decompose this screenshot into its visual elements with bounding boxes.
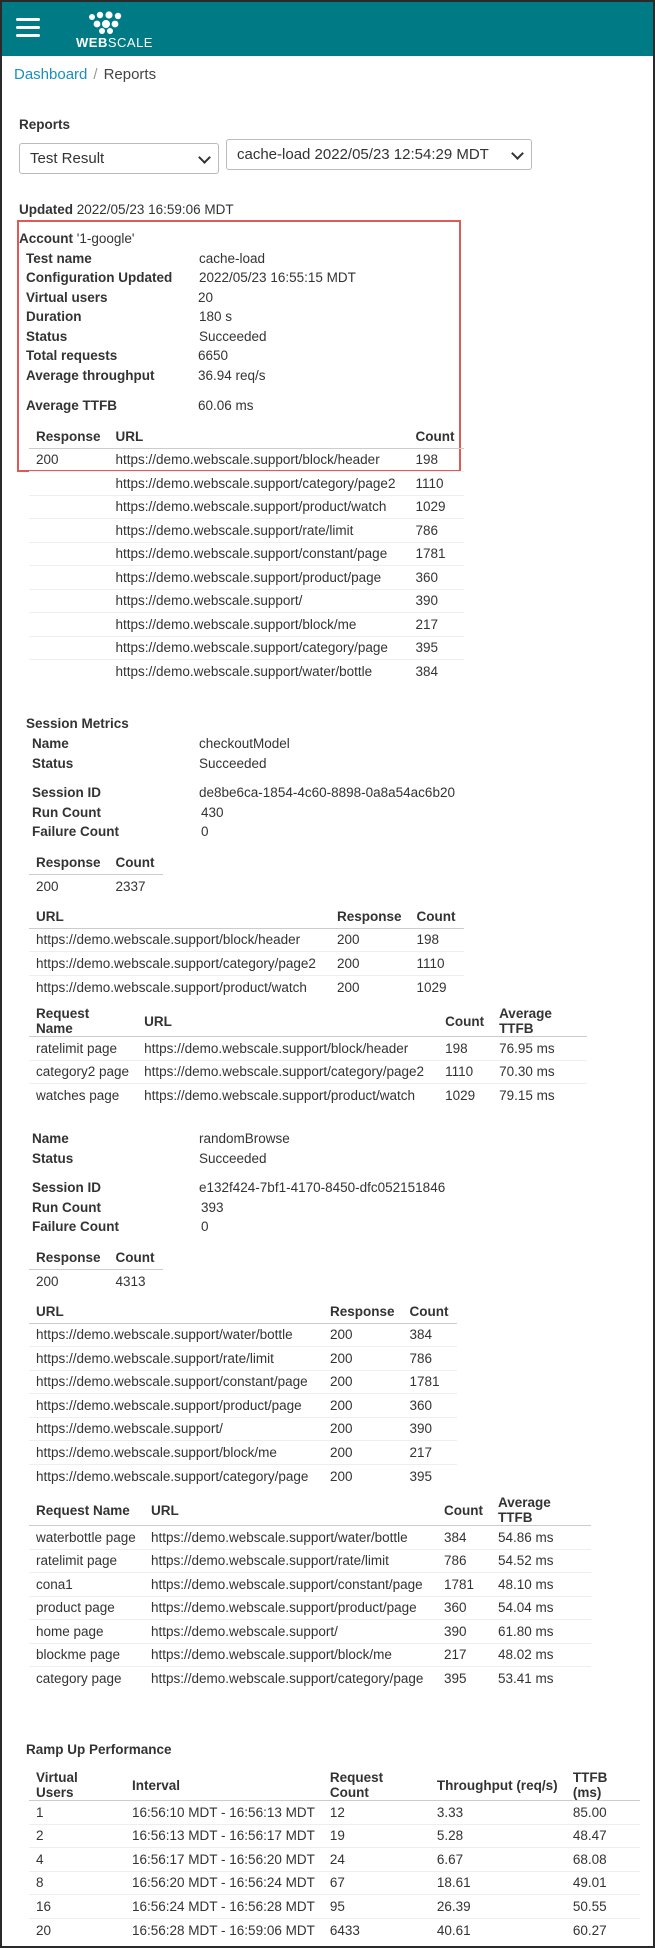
cell-response	[29, 660, 109, 684]
cell-response	[29, 589, 109, 613]
top-bar	[2, 2, 653, 56]
table-cell: 40.61	[430, 1918, 566, 1942]
session-id-label: Session ID	[32, 785, 102, 800]
session-id-label: Session ID	[32, 1180, 102, 1195]
table-cell: 26.39	[430, 1895, 566, 1919]
table-cell: 4	[29, 1848, 125, 1872]
table-row	[29, 613, 464, 637]
avg-ttfb-value: 60.06 ms	[198, 398, 254, 413]
table-cell: 200	[323, 1441, 403, 1465]
table-cell: 200	[330, 952, 410, 976]
table-cell: 1	[29, 1801, 125, 1825]
updated-value: 2022/05/23 16:59:06 MDT	[76, 202, 234, 217]
cell-response	[29, 542, 109, 566]
cell-count: 360	[409, 566, 464, 590]
table-cell: https://demo.webscale.support/	[29, 1417, 323, 1441]
session-name-value: checkoutModel	[199, 736, 290, 751]
table-row	[29, 928, 464, 952]
test-run-value: cache-load 2022/05/23 12:54:29 MDT	[237, 146, 489, 163]
table-cell: https://demo.webscale.support/block/me	[144, 1643, 437, 1667]
table-cell: 54.52 ms	[491, 1549, 591, 1573]
table-cell: category2 page	[29, 1060, 137, 1084]
cell-url: https://demo.webscale.support/category/page	[109, 636, 409, 660]
session-metrics-heading: Session Metrics	[26, 716, 129, 731]
col-count: Count	[403, 1301, 457, 1323]
col-url: URL	[29, 906, 330, 928]
cell-count: 1110	[409, 472, 464, 496]
table-row	[29, 1895, 640, 1919]
table-cell: 6433	[323, 1918, 430, 1942]
menu-icon[interactable]	[16, 18, 40, 38]
table-row	[29, 1347, 457, 1371]
failure-count-value: 0	[201, 1219, 209, 1234]
session-checkout-request-table	[29, 1006, 587, 1107]
cell-url: https://demo.webscale.support/block/me	[109, 613, 409, 637]
col-response: Response	[323, 1301, 403, 1323]
table-cell: 2	[29, 1824, 125, 1848]
table-cell: 19	[323, 1824, 430, 1848]
session-name-label: Name	[32, 736, 69, 751]
cell-response	[29, 613, 109, 637]
table-row	[29, 1801, 640, 1825]
virtual-users-value: 20	[198, 290, 214, 305]
run-count-value: 430	[201, 805, 224, 820]
session-status-label: Status	[32, 756, 74, 771]
summary-table	[29, 426, 464, 683]
table-cell: https://demo.webscale.support/rate/limit	[29, 1347, 323, 1371]
cell-response	[29, 472, 109, 496]
col-average-ttfb: Average TTFB	[491, 1495, 591, 1526]
col-interval: Interval	[125, 1770, 323, 1801]
avg-ttfb-label: Average TTFB	[26, 398, 118, 413]
table-cell: 76.95 ms	[492, 1037, 587, 1061]
table-cell: category page	[29, 1667, 144, 1691]
col-request-name: Request Name	[29, 1495, 144, 1526]
status-label: Status	[26, 329, 68, 344]
cell-count: 786	[409, 519, 464, 543]
session-name-value: randomBrowse	[199, 1131, 290, 1146]
col-count: Count	[109, 852, 163, 874]
col-count: Count	[409, 426, 464, 448]
table-cell: 6.67	[430, 1848, 566, 1872]
session-browse-request-table	[29, 1495, 591, 1690]
failure-count-value: 0	[201, 824, 209, 839]
cell-count: 384	[409, 660, 464, 684]
col-url: URL	[137, 1006, 438, 1037]
table-row	[29, 952, 464, 976]
table-cell: 200	[29, 1269, 109, 1293]
table-row	[29, 1037, 587, 1061]
table-cell: 1781	[437, 1573, 491, 1597]
cell-count: 1029	[409, 495, 464, 519]
table-cell: ratelimit page	[29, 1549, 144, 1573]
col-request-count: Request Count	[323, 1770, 430, 1801]
table-cell: 384	[437, 1526, 491, 1550]
table-cell: 53.41 ms	[491, 1667, 591, 1691]
table-cell: 1029	[410, 975, 464, 999]
table-cell: 3.33	[430, 1801, 566, 1825]
table-cell: 786	[437, 1549, 491, 1573]
report-type-value: Test Result	[30, 150, 105, 167]
failure-count-label: Failure Count	[32, 1219, 119, 1234]
table-cell: 20	[29, 1918, 125, 1942]
logo-mark-icon	[76, 10, 156, 36]
col-count: Count	[410, 906, 464, 928]
table-cell: 16:56:28 MDT - 16:59:06 MDT	[125, 1918, 323, 1942]
account-value: '1-google'	[76, 231, 135, 246]
cell-url: https://demo.webscale.support/water/bottle	[109, 660, 409, 684]
failure-count-label: Failure Count	[32, 824, 119, 839]
table-cell: 49.01	[566, 1871, 640, 1895]
table-row	[29, 1871, 640, 1895]
breadcrumb-separator: /	[93, 66, 98, 83]
table-row	[29, 1084, 587, 1108]
table-cell: 4313	[109, 1269, 163, 1293]
table-cell: https://demo.webscale.support/constant/page	[144, 1573, 437, 1597]
table-cell: https://demo.webscale.support/category/page	[29, 1464, 323, 1488]
table-cell: 70.30 ms	[492, 1060, 587, 1084]
table-cell: https://demo.webscale.support/category/page2	[137, 1060, 438, 1084]
table-cell: home page	[29, 1620, 144, 1644]
table-cell: https://demo.webscale.support/category/page2	[29, 952, 330, 976]
table-cell: 61.80 ms	[491, 1620, 591, 1644]
breadcrumb-dashboard-link[interactable]: Dashboard	[14, 66, 88, 83]
test-run-select[interactable]	[226, 139, 532, 170]
table-cell: 200	[323, 1417, 403, 1441]
table-cell: https://demo.webscale.support/block/header	[29, 928, 330, 952]
table-cell: https://demo.webscale.support/block/me	[29, 1441, 323, 1465]
session-id-value: e132f424-7bf1-4170-8450-dfc052151846	[199, 1180, 446, 1195]
table-row	[29, 1824, 640, 1848]
table-cell: watches page	[29, 1084, 137, 1108]
table-cell: 1781	[403, 1370, 457, 1394]
table-cell: https://demo.webscale.support/product/page	[144, 1596, 437, 1620]
cell-count: 390	[409, 589, 464, 613]
table-cell: cona1	[29, 1573, 144, 1597]
test-name-label: Test name	[26, 251, 92, 266]
table-row	[29, 1549, 591, 1573]
test-name-value: cache-load	[199, 251, 266, 266]
cell-count: 1781	[409, 542, 464, 566]
table-cell: https://demo.webscale.support/	[144, 1620, 437, 1644]
table-cell: 68.08	[566, 1848, 640, 1872]
table-cell: 79.15 ms	[492, 1084, 587, 1108]
table-row	[29, 1667, 591, 1691]
table-cell: 50.55	[566, 1895, 640, 1919]
chevron-down-icon	[198, 151, 211, 164]
duration-label: Duration	[26, 309, 82, 324]
table-cell: 16:56:13 MDT - 16:56:17 MDT	[125, 1824, 323, 1848]
table-cell: 16:56:20 MDT - 16:56:24 MDT	[125, 1871, 323, 1895]
table-cell: https://demo.webscale.support/product/watch	[137, 1084, 438, 1108]
virtual-users-label: Virtual users	[26, 290, 108, 305]
table-row	[29, 636, 464, 660]
session-status-value: Succeeded	[199, 1151, 267, 1166]
table-cell: 217	[403, 1441, 457, 1465]
table-cell: 395	[437, 1667, 491, 1691]
table-cell: 16	[29, 1895, 125, 1919]
col-request-name: Request Name	[29, 1006, 137, 1037]
col-url: URL	[29, 1301, 323, 1323]
table-row	[29, 1620, 591, 1644]
table-cell: 60.27	[566, 1918, 640, 1942]
table-cell: 200	[323, 1394, 403, 1418]
cell-url: https://demo.webscale.support/category/page2	[109, 472, 409, 496]
table-cell: 786	[403, 1347, 457, 1371]
cell-url: https://demo.webscale.support/block/header	[109, 448, 409, 472]
table-cell: product page	[29, 1596, 144, 1620]
avg-throughput-value: 36.94 req/s	[198, 368, 266, 383]
table-cell: 16:56:10 MDT - 16:56:13 MDT	[125, 1801, 323, 1825]
ramp-up-table	[29, 1770, 640, 1942]
table-cell: 200	[29, 874, 109, 898]
table-cell: 390	[437, 1620, 491, 1644]
table-cell: 8	[29, 1871, 125, 1895]
table-cell: 48.47	[566, 1824, 640, 1848]
table-row	[29, 1596, 591, 1620]
cell-count: 217	[409, 613, 464, 637]
updated-label: Updated	[19, 202, 73, 217]
table-row	[29, 1573, 591, 1597]
cell-response	[29, 495, 109, 519]
table-row	[29, 566, 464, 590]
col-count: Count	[109, 1247, 163, 1269]
cell-response	[29, 519, 109, 543]
report-type-select[interactable]	[19, 143, 219, 174]
table-row	[29, 1441, 457, 1465]
table-cell: 2337	[109, 874, 163, 898]
breadcrumb-current: Reports	[103, 66, 157, 83]
cell-url: https://demo.webscale.support/product/page	[109, 566, 409, 590]
table-cell: waterbottle page	[29, 1526, 144, 1550]
chevron-down-icon	[511, 147, 524, 160]
run-count-value: 393	[201, 1200, 224, 1215]
table-row	[29, 1370, 457, 1394]
table-cell: 85.00	[566, 1801, 640, 1825]
table-cell: 360	[403, 1394, 457, 1418]
cell-url: https://demo.webscale.support/constant/page	[109, 542, 409, 566]
cell-count: 198	[409, 448, 464, 472]
cell-count: 395	[409, 636, 464, 660]
col-response: Response	[29, 426, 109, 448]
table-row	[29, 975, 464, 999]
table-cell: 18.61	[430, 1871, 566, 1895]
table-cell: 1029	[438, 1084, 492, 1108]
account-label: Account	[19, 231, 73, 246]
table-row	[29, 589, 464, 613]
duration-value: 180 s	[199, 309, 233, 324]
table-cell: 16:56:24 MDT - 16:56:28 MDT	[125, 1895, 323, 1919]
col-response: Response	[29, 1247, 109, 1269]
table-cell: 48.02 ms	[491, 1643, 591, 1667]
config-updated-value: 2022/05/23 16:55:15 MDT	[199, 270, 356, 285]
cell-url: https://demo.webscale.support/	[109, 589, 409, 613]
table-cell: 390	[403, 1417, 457, 1441]
session-name-label: Name	[32, 1131, 69, 1146]
table-cell: 67	[323, 1871, 430, 1895]
cell-response	[29, 636, 109, 660]
col-response: Response	[330, 906, 410, 928]
table-cell: https://demo.webscale.support/product/page	[29, 1394, 323, 1418]
reports-heading: Reports	[19, 117, 71, 132]
cell-url: https://demo.webscale.support/product/watch	[109, 495, 409, 519]
total-requests-label: Total requests	[26, 348, 118, 363]
table-row	[29, 542, 464, 566]
total-requests-value: 6650	[198, 348, 229, 363]
table-row	[29, 1918, 640, 1942]
session-browse-response-table	[29, 1247, 163, 1293]
col-virtual-users: Virtual Users	[29, 1770, 125, 1801]
table-row	[29, 495, 464, 519]
cell-response: 200	[29, 448, 109, 472]
breadcrumb	[14, 66, 156, 83]
webscale-logo[interactable]	[76, 10, 156, 50]
table-cell: 5.28	[430, 1824, 566, 1848]
table-cell: 16:56:17 MDT - 16:56:20 MDT	[125, 1848, 323, 1872]
table-cell: https://demo.webscale.support/water/bottle	[144, 1526, 437, 1550]
table-cell: 1110	[410, 952, 464, 976]
table-cell: blockme page	[29, 1643, 144, 1667]
table-cell: 217	[437, 1643, 491, 1667]
ramp-up-heading: Ramp Up Performance	[26, 1742, 172, 1757]
col-response: Response	[29, 852, 109, 874]
session-status-value: Succeeded	[199, 756, 267, 771]
col-throughput: Throughput (req/s)	[430, 1770, 566, 1801]
table-cell: 54.04 ms	[491, 1596, 591, 1620]
table-cell: 360	[437, 1596, 491, 1620]
table-cell: 395	[403, 1464, 457, 1488]
status-value: Succeeded	[199, 329, 267, 344]
table-cell: https://demo.webscale.support/product/watch	[29, 975, 330, 999]
table-cell: 198	[410, 928, 464, 952]
table-row	[29, 1323, 457, 1347]
table-cell: 200	[330, 975, 410, 999]
table-row	[29, 874, 163, 898]
table-cell: https://demo.webscale.support/category/page	[144, 1667, 437, 1691]
table-cell: https://demo.webscale.support/block/header	[137, 1037, 438, 1061]
run-count-label: Run Count	[32, 1200, 101, 1215]
table-cell: 54.86 ms	[491, 1526, 591, 1550]
table-cell: https://demo.webscale.support/water/bottle	[29, 1323, 323, 1347]
config-updated-label: Configuration Updated	[26, 270, 173, 285]
table-row	[29, 1848, 640, 1872]
table-cell: 12	[323, 1801, 430, 1825]
col-count: Count	[438, 1006, 492, 1037]
table-cell: 200	[323, 1464, 403, 1488]
table-cell: 200	[323, 1323, 403, 1347]
col-url: URL	[144, 1495, 437, 1526]
session-status-label: Status	[32, 1151, 74, 1166]
table-cell: https://demo.webscale.support/rate/limit	[144, 1549, 437, 1573]
table-row	[29, 1269, 163, 1293]
table-row	[29, 660, 464, 684]
account-line	[19, 231, 134, 246]
table-cell: 384	[403, 1323, 457, 1347]
table-row	[29, 1417, 457, 1441]
avg-throughput-label: Average throughput	[26, 368, 155, 383]
col-count: Count	[437, 1495, 491, 1526]
run-count-label: Run Count	[32, 805, 101, 820]
table-row	[29, 1643, 591, 1667]
session-browse-url-table	[29, 1301, 457, 1488]
cell-url: https://demo.webscale.support/rate/limit	[109, 519, 409, 543]
table-row	[29, 1526, 591, 1550]
table-cell: 95	[323, 1895, 430, 1919]
col-average-ttfb: Average TTFB	[492, 1006, 587, 1037]
table-cell: 24	[323, 1848, 430, 1872]
table-row	[29, 1394, 457, 1418]
table-row	[29, 1060, 587, 1084]
session-id-value: de8be6ca-1854-4c60-8898-0a8a54ac6b20	[199, 785, 455, 800]
col-url: URL	[109, 426, 409, 448]
table-row	[29, 1464, 457, 1488]
cell-response	[29, 566, 109, 590]
table-cell: ratelimit page	[29, 1037, 137, 1061]
session-checkout-response-table	[29, 852, 163, 898]
table-row	[29, 519, 464, 543]
table-cell: 1110	[438, 1060, 492, 1084]
table-cell: 48.10 ms	[491, 1573, 591, 1597]
table-row	[29, 448, 464, 472]
table-row	[29, 472, 464, 496]
table-cell: 198	[438, 1037, 492, 1061]
table-cell: https://demo.webscale.support/constant/page	[29, 1370, 323, 1394]
session-checkout-url-table	[29, 906, 464, 999]
updated-line	[19, 202, 234, 217]
logo-text: WEBSCALE	[76, 35, 153, 50]
table-cell: 200	[330, 928, 410, 952]
table-cell: 200	[323, 1347, 403, 1371]
col-ttfb: TTFB (ms)	[566, 1770, 640, 1801]
table-cell: 200	[323, 1370, 403, 1394]
